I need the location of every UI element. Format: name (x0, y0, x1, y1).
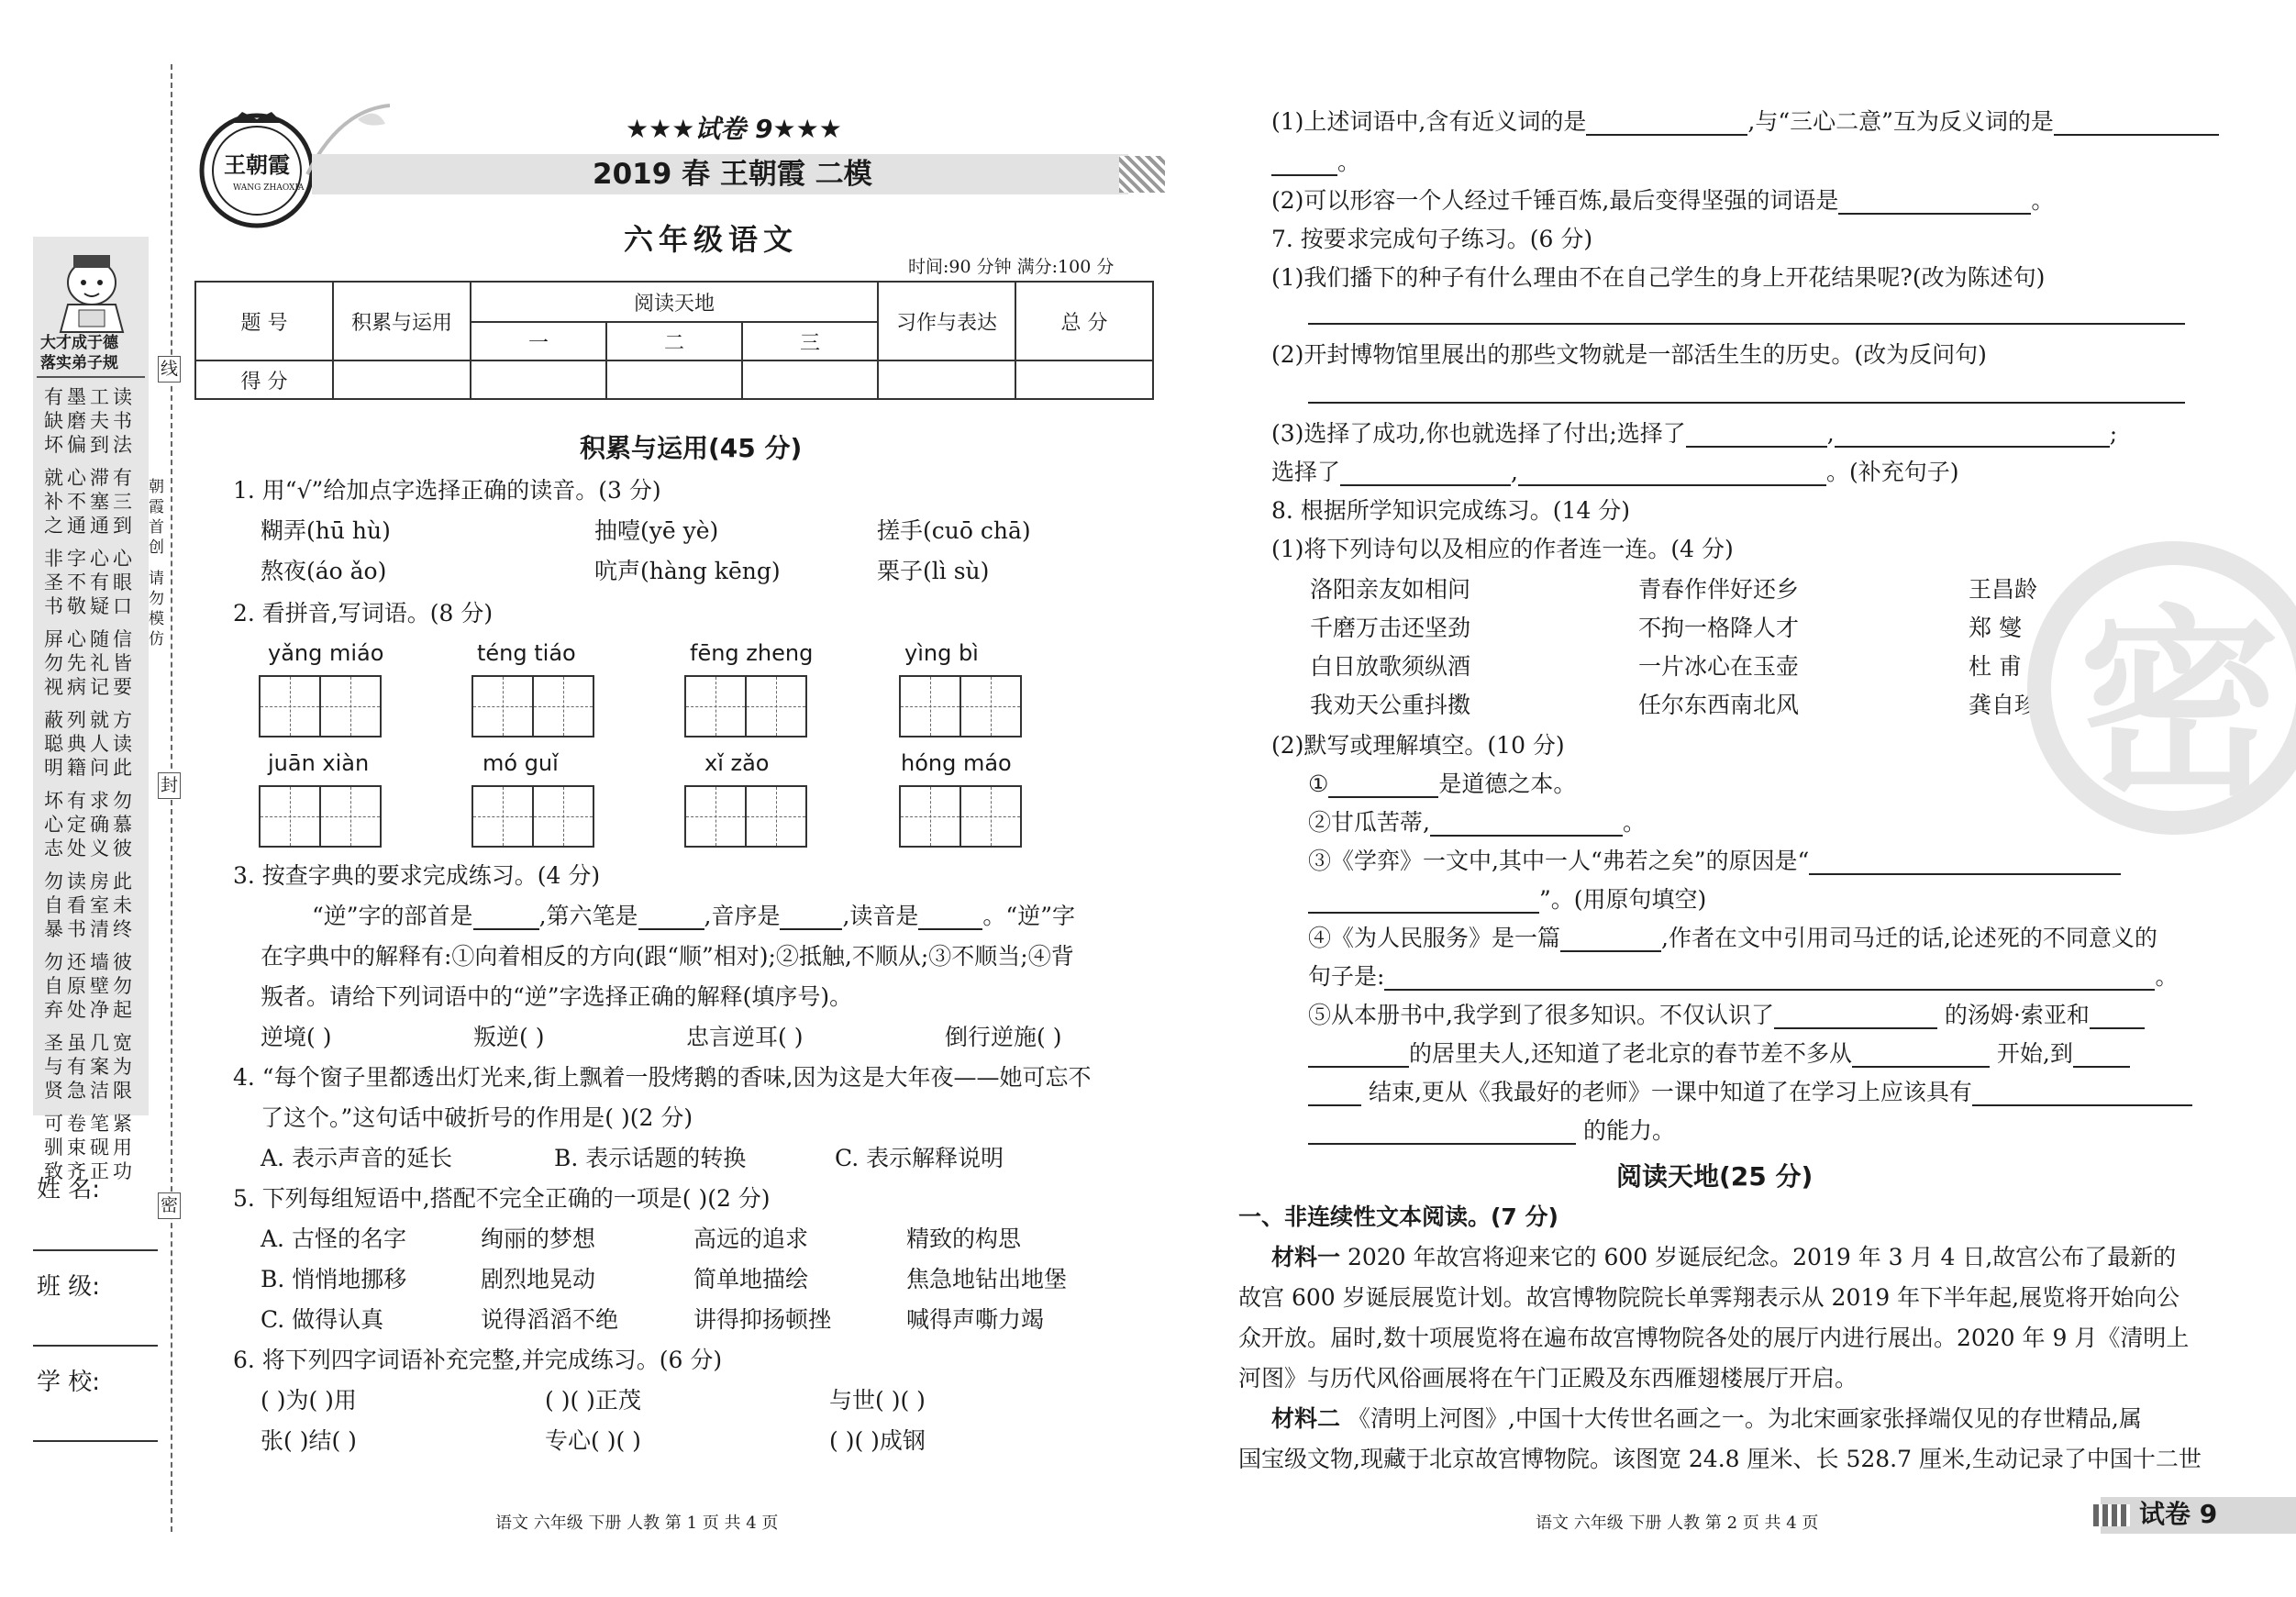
q8-f5b: 的汤姆·索亚和 (1944, 1002, 2090, 1028)
q5-cell: A. 古怪的名字 (261, 1225, 406, 1252)
sidebar-poem-row: 勿读房此 (44, 871, 136, 893)
score-col-yd-1: 一 (471, 322, 606, 360)
brand-logo (194, 106, 319, 231)
q7-s2: (2)开封博物馆里展出的那些文物就是一部活生生的历史。(改为反问句) (1271, 341, 1987, 368)
sidebar-poem-row: 补不塞三 (44, 491, 136, 513)
q1-item: 吭声(hàng kēng) (594, 558, 781, 584)
sidebar-poem-row: 贤急洁限 (44, 1080, 136, 1102)
q3-stem: 3. 按查字典的要求完成练习。(4 分) (233, 862, 601, 889)
time-info: 时间:90 分钟 满分:100 分 (908, 257, 1115, 277)
q6-sub1b: ,与“三心二意”互为反义词的是 (1747, 108, 2054, 135)
q8-poem-line[interactable]: 青春作伴好还乡 (1638, 576, 1800, 603)
q2-pinyin: téng tiáo (477, 640, 576, 666)
q6-sub1c: 。 (1337, 149, 1361, 175)
q8-f5d: 开始,到 (1996, 1040, 2073, 1067)
sidebar-poem-row: 志处义彼 (44, 837, 136, 859)
sidebar-poem-row: 暴书清终 (44, 918, 136, 940)
score-row2-label: 得 分 (195, 360, 333, 399)
blank[interactable] (1838, 191, 2031, 215)
q3-l1b: ,第六笔是 (538, 903, 638, 929)
sidebar-poem-row: 视病记要 (44, 676, 136, 698)
q8-f5c: 的居里夫人,还知道了老北京的春节差不多从 (1409, 1040, 1852, 1067)
q2-stem: 2. 看拼音,写词语。(8 分) (233, 600, 494, 627)
q2-answer-grid[interactable] (259, 675, 382, 738)
q8-f4b: ,作者在文中引用司马迁的话,论述死的不同意义的 (1661, 925, 2157, 951)
q2-answer-grid[interactable] (899, 785, 1022, 848)
q2-pinyin: fēng zheng (690, 640, 814, 666)
q4-line1: 4. “每个窗子里都透出灯光来,街上飘着一股烤鹅的香味,因为这是大年夜——她可忘不 (233, 1064, 1092, 1091)
sidebar-poem-row: 弃处净起 (44, 999, 136, 1021)
blank[interactable] (780, 906, 842, 930)
reading1-m1-line: 众开放。届时,数十项展览将在遍布故宫博物院各处的展厅内进行展出。2020 年 9 月《清明上 (1238, 1325, 2190, 1351)
m2-label: 材料二 (1271, 1405, 1341, 1432)
q8-stem: 8. 根据所学知识完成练习。(14 分) (1271, 497, 1631, 524)
exam-number: ★★★试卷 9★★★ (626, 114, 842, 144)
q5-cell: 说得滔滔不绝 (481, 1306, 619, 1333)
score-cell[interactable] (333, 360, 471, 399)
q8-poem-line[interactable]: 白日放歌须纵酒 (1310, 653, 1471, 680)
sidebar-poem-row: 屏心随信 (44, 628, 136, 650)
sidebar-poem-row: 就心滞有 (44, 467, 136, 489)
q7-s3-cont: 选择了 , 。(补充句子) (1271, 459, 1959, 485)
q7-s2-answer-line[interactable] (1308, 402, 2185, 404)
school-label: 学 校: (37, 1369, 101, 1396)
banner-dots (1119, 156, 1165, 193)
q8-f4a: ④《为人民服务》是一篇 (1308, 925, 1561, 951)
q5-cell: 焦急地钻出地堡 (906, 1266, 1068, 1292)
blank[interactable] (1430, 813, 1623, 837)
blank[interactable] (1340, 462, 1511, 486)
q7-s3: (3)选择了成功,你也就选择了付出;选择了 , ; (1271, 420, 2118, 447)
q8-f5-cont2 (1308, 1079, 2192, 1106)
q8-poem-line[interactable]: 千磨万击还坚劲 (1310, 615, 1471, 641)
footer-tag: 试卷 9 (2139, 1499, 2218, 1529)
q5-cell: 精致的构思 (906, 1225, 1022, 1252)
sidebar-poem-row: 自看室未 (44, 894, 136, 916)
q8-author[interactable]: 王昌龄 (1969, 576, 2038, 603)
blank[interactable] (1852, 1044, 1990, 1068)
q8-f1-text: 是道德之本。 (1438, 771, 1577, 797)
q8-poem-line[interactable]: 我劝天公重抖擞 (1310, 692, 1471, 718)
q3-line1 (312, 903, 1075, 930)
q8-f5 (1308, 1002, 2145, 1029)
sidebar-poem-row: 与有案为 (44, 1056, 136, 1078)
q3-item: 倒行逆施( ) (945, 1024, 1062, 1050)
q8-poem-line[interactable]: 不拘一格降人才 (1638, 615, 1800, 641)
blank[interactable] (1384, 967, 2155, 991)
q8-f4c: 句子是: (1308, 963, 1385, 990)
q1-item: 糊弄(hū hù) (261, 517, 391, 544)
sidebar-poem-row: 聪典人读 (44, 733, 136, 755)
sidebar-poem-row: 非字心心 (44, 548, 136, 570)
reading1-m1-line: 河图》与历代风俗画展将在午门正殿及东西雁翅楼展厅开启。 (1238, 1365, 1858, 1392)
q2-answer-grid[interactable] (684, 675, 807, 738)
q3-line3: 叛者。请给下列词语中的“逆”字选择正确的解释(填序号)。 (261, 983, 853, 1010)
score-cell[interactable] (471, 360, 606, 399)
blank[interactable] (1972, 1082, 2192, 1106)
q8-f5f: 的能力。 (1582, 1117, 1675, 1144)
sidebar-motto-bottom: 落实弟子规 (40, 354, 118, 372)
binding-note-2: 请勿模仿 (149, 570, 164, 649)
sidebar-poem-row: 自原壁勿 (44, 975, 136, 997)
sidebar-poem-row: 坏有求勿 (44, 790, 136, 812)
q3-item: 忠言逆耳( ) (686, 1024, 804, 1050)
q5-cell: 讲得抑扬顿挫 (693, 1306, 832, 1333)
sidebar-poem-row: 之通通到 (44, 515, 136, 537)
class-field[interactable] (33, 1345, 158, 1347)
sidebar-poem-block (44, 385, 145, 1192)
section2-title: 阅读天地(25 分) (1616, 1161, 1814, 1192)
blank[interactable] (2054, 112, 2219, 136)
sidebar-poem-row: 勿先礼皆 (44, 652, 136, 674)
q8-f2-text: ②甘瓜苦蒂, (1308, 809, 1430, 836)
q2-answer-grid[interactable] (471, 785, 594, 848)
sidebar-poem-row: 可卷笔紧 (44, 1113, 136, 1135)
q5-cell: 高远的追求 (693, 1225, 809, 1252)
sidebar-poem-row: 心定确慕 (44, 814, 136, 836)
blank[interactable] (1809, 851, 2121, 875)
secret-watermark (2027, 541, 2296, 835)
binding-char-secret: 密 (158, 1192, 181, 1219)
q6-item: ( )( )成钢 (829, 1427, 926, 1454)
q6-item: 与世( )( ) (829, 1387, 926, 1414)
q1-item: 搓手(cuō chā) (877, 517, 1031, 544)
brand-logo-text: 王朝霞 (224, 151, 290, 178)
blank[interactable] (638, 906, 704, 930)
q5-cell: B. 悄悄地挪移 (261, 1266, 407, 1292)
q2-pinyin: hóng máo (901, 750, 1012, 776)
sidebar-poem-row: 蔽列就方 (44, 709, 136, 731)
school-field[interactable] (33, 1440, 158, 1442)
score-table (194, 281, 1154, 400)
sidebar-poem-row: 坏偏到法 (44, 434, 136, 456)
blank[interactable] (918, 906, 982, 930)
blank[interactable] (1686, 424, 1827, 448)
q6-item: ( )为( )用 (261, 1387, 357, 1414)
q5-stem: 5. 下列每组短语中,搭配不完全正确的一项是( )(2 分) (233, 1185, 771, 1212)
brand-logo-sub: WANG ZHAOXIA (233, 183, 305, 193)
q8-f1-num: ① (1308, 771, 1329, 797)
sidebar-poem-row: 圣虽几宽 (44, 1032, 136, 1054)
q6-item: 专心( )( ) (545, 1427, 641, 1454)
score-cell[interactable] (606, 360, 742, 399)
q3-l1a: “逆”字的部首是 (312, 903, 473, 929)
score-col-jl: 积累与运用 (333, 282, 471, 360)
q1-item: 栗子(lì sù) (877, 558, 990, 584)
sidebar-poem-row: 驯束砚用 (44, 1137, 136, 1159)
sidebar-poem-row: 书敬疑口 (44, 595, 136, 617)
q8-f4 (1308, 925, 2157, 952)
q2-answer-grid[interactable] (899, 675, 1022, 738)
blank[interactable] (1308, 1044, 1409, 1068)
q6-item: 张( )结( ) (261, 1427, 357, 1454)
q8-poem-line[interactable]: 一片冰心在玉壶 (1638, 653, 1800, 680)
q8-author[interactable]: 龚自珍 (1969, 692, 2038, 718)
q8-author[interactable]: 杜 甫 (1969, 653, 2022, 680)
m1-text: 2020 年故宫将迎来它的 600 岁诞辰纪念。2019 年 3 月 4 日,故宫公布了最新的 (1347, 1244, 2177, 1270)
q1-item: 熬夜(áo ǎo) (261, 558, 387, 584)
blank[interactable] (1271, 152, 1337, 176)
q3-l1d: ,读音是 (842, 903, 919, 929)
q2-answer-grid[interactable] (471, 675, 594, 738)
q8-f1 (1308, 771, 1576, 798)
sidebar-poem-row: 明籍问此 (44, 757, 136, 779)
score-row1-label: 题 号 (195, 282, 333, 360)
q2-answer-grid[interactable] (684, 785, 807, 848)
blank[interactable] (1586, 112, 1747, 136)
q8-f5e: 结束,更从《我最好的老师》一课中知道了在学习上应该具有 (1368, 1079, 1972, 1105)
q8-f4-cont: 句子是: 。 (1308, 963, 2179, 990)
blank[interactable] (1308, 1082, 1361, 1106)
m2-text: 《清明上河图》,中国十大传世名画之一。为北宋画家张择端仅见的存世精品,属 (1347, 1405, 2142, 1432)
q3-l1e: 。“逆”字 (982, 903, 1075, 929)
reading1-title: 一、非连续性文本阅读。(7 分) (1238, 1203, 1558, 1230)
sidebar-poem-row: 缺磨夫书 (44, 410, 136, 432)
q6-sub2-end: 。 (2031, 187, 2055, 214)
q8-f3-end: ”。(用原句填空) (1539, 886, 1707, 913)
q8-poem-line[interactable]: 洛阳亲友如相问 (1310, 576, 1471, 603)
q8-poem-line[interactable]: 任尔东西南北风 (1638, 692, 1800, 718)
blank[interactable] (1308, 890, 1539, 914)
q5-cell: 简单地描绘 (693, 1266, 809, 1292)
q4-line2: 了这个。”这句话中破折号的作用是( )(2 分) (261, 1104, 693, 1131)
q6-sub2-text: (2)可以形容一个人经过千锤百炼,最后变得坚强的词语是 (1271, 187, 1839, 214)
q6-sub2 (1271, 187, 2054, 215)
q6-sub1 (1271, 108, 2219, 136)
score-col-yd: 阅读天地 (471, 282, 878, 322)
sidebar-poem-row: 有墨工读 (44, 386, 136, 408)
q8-author[interactable]: 郑 燮 (1969, 615, 2022, 641)
q4-option[interactable]: A. 表示声音的延长 (261, 1145, 452, 1171)
reading1-m1-line: 故宫 600 岁诞辰展览计划。故宫博物院院长单霁翔表示从 2019 年下半年起,展览将开始向公 (1238, 1284, 2180, 1311)
blank[interactable] (1308, 1121, 1576, 1145)
blank[interactable] (1518, 462, 1826, 486)
q5-cell: C. 做得认真 (261, 1306, 384, 1333)
q7-s3b: 选择了 (1271, 459, 1341, 485)
q8-f5a: ⑤从本册书中,我学到了很多知识。不仅认识了 (1308, 1002, 1774, 1028)
m1-label: 材料一 (1271, 1244, 1341, 1270)
footer-tag-dots (2093, 1504, 2130, 1526)
score-cell[interactable] (1015, 360, 1153, 399)
score-col-yd-3: 三 (742, 322, 878, 360)
q8-f3 (1308, 848, 2121, 875)
q3-line2: 在字典中的解释有:①向着相反的方向(跟“顺”相对);②抵触,不顺从;③不顺当;④背 (261, 943, 1074, 970)
q4-option[interactable]: C. 表示解释说明 (835, 1145, 1004, 1171)
blank[interactable] (1328, 774, 1438, 798)
blank[interactable] (1560, 928, 1661, 952)
q7-s1: (1)我们播下的种子有什么理由不在自己学生的身上开花结果呢?(改为陈述句) (1271, 264, 2046, 291)
q8-f3-cont (1308, 886, 1706, 914)
score-col-xz: 习作与表达 (878, 282, 1015, 360)
score-col-total: 总 分 (1015, 282, 1153, 360)
blank[interactable] (2090, 1005, 2145, 1029)
name-label: 姓 名: (37, 1176, 101, 1203)
q8-s1: (1)将下列诗句以及相应的作者连一连。(4 分) (1271, 536, 1734, 562)
blank[interactable] (473, 906, 539, 930)
q6-sub1a: (1)上述词语中,含有近义词的是 (1271, 108, 1587, 135)
blank[interactable] (2073, 1044, 2130, 1068)
q2-pinyin: yìng bì (904, 640, 979, 666)
q2-pinyin: xǐ zǎo (704, 750, 770, 776)
mascot-illustration (46, 246, 138, 334)
q5-cell: 绚丽的梦想 (481, 1225, 596, 1252)
q6-item: ( )( )正茂 (545, 1387, 641, 1414)
score-cell[interactable] (878, 360, 1015, 399)
q2-answer-grid[interactable] (259, 785, 382, 848)
q2-pinyin: yǎng miáo (268, 640, 384, 666)
q4-option[interactable]: B. 表示话题的转换 (554, 1145, 747, 1171)
footer-left: 语文 六年级 下册 人教 第 1 页 共 4 页 (495, 1514, 779, 1533)
q8-f5-cont1 (1308, 1040, 2130, 1068)
q8-s2: (2)默写或理解填空。(10 分) (1271, 732, 1565, 759)
section1-title: 积累与运用(45 分) (580, 433, 803, 463)
sidebar-poem-row: 勿还墙彼 (44, 951, 136, 973)
q6-stem: 6. 将下列四字词语补充完整,并完成练习。(6 分) (233, 1347, 723, 1373)
q7-s3c: 。(补充句子) (1825, 459, 1959, 485)
secret-watermark-char: 密 (2079, 585, 2281, 823)
subject-title: 六年级语文 (624, 222, 799, 257)
class-label: 班 级: (37, 1273, 101, 1301)
q7-s3a: (3)选择了成功,你也就选择了付出;选择了 (1271, 420, 1686, 447)
q3-item: 逆境( ) (261, 1024, 332, 1050)
binding-note-1: 朝霞首创 (149, 478, 164, 557)
binding-char-seal: 封 (158, 772, 181, 799)
q2-pinyin: juān xiàn (268, 750, 370, 776)
reading1-m2-line: 国宝级文物,现藏于北京故宫博物院。该图宽 24.8 厘米、长 528.7 厘米,生动记录了中国十二世 (1238, 1446, 2202, 1472)
sidebar-poem-row: 致齐正功 (44, 1160, 136, 1182)
q7-s1-answer-line[interactable] (1308, 323, 2185, 325)
q3-l1c: ,音序是 (704, 903, 781, 929)
score-col-yd-2: 二 (606, 322, 742, 360)
footer-right: 语文 六年级 下册 人教 第 2 页 共 4 页 (1536, 1514, 1819, 1533)
q5-cell: 剧烈地晃动 (481, 1266, 596, 1292)
q7-stem: 7. 按要求完成句子练习。(6 分) (1271, 226, 1593, 252)
q5-cell: 喊得声嘶力竭 (906, 1306, 1045, 1333)
q3-item: 叛逆( ) (473, 1024, 545, 1050)
q8-f3-text: ③《学弈》一文中,其中一人“弗若之矣”的原因是“ (1308, 848, 1810, 874)
q1-item: 抽噎(yē yè) (594, 517, 719, 544)
binding-char-line: 线 (158, 356, 181, 383)
sidebar-poem-row: 圣不有眼 (44, 571, 136, 593)
blank[interactable] (1774, 1005, 1937, 1029)
q8-f2: ②甘瓜苦蒂, 。 (1308, 809, 1646, 836)
sidebar-motto-top: 大才成于德 (40, 334, 118, 352)
reading1-m1-line1 (1271, 1244, 2176, 1271)
blank[interactable] (1835, 424, 2110, 448)
sidebar-divider (37, 376, 145, 378)
name-field[interactable] (33, 1249, 158, 1251)
q6-sub1-cont (1271, 149, 1360, 176)
q8-f5-cont3 (1308, 1117, 1675, 1145)
score-cell[interactable] (742, 360, 878, 399)
brand-line: 2019 春 王朝霞 二模 (593, 158, 872, 191)
q2-pinyin: mó guǐ (482, 750, 559, 776)
reading1-m2-line1 (1271, 1405, 2142, 1433)
q1-stem: 1. 用“√”给加点字选择正确的读音。(3 分) (233, 477, 661, 504)
